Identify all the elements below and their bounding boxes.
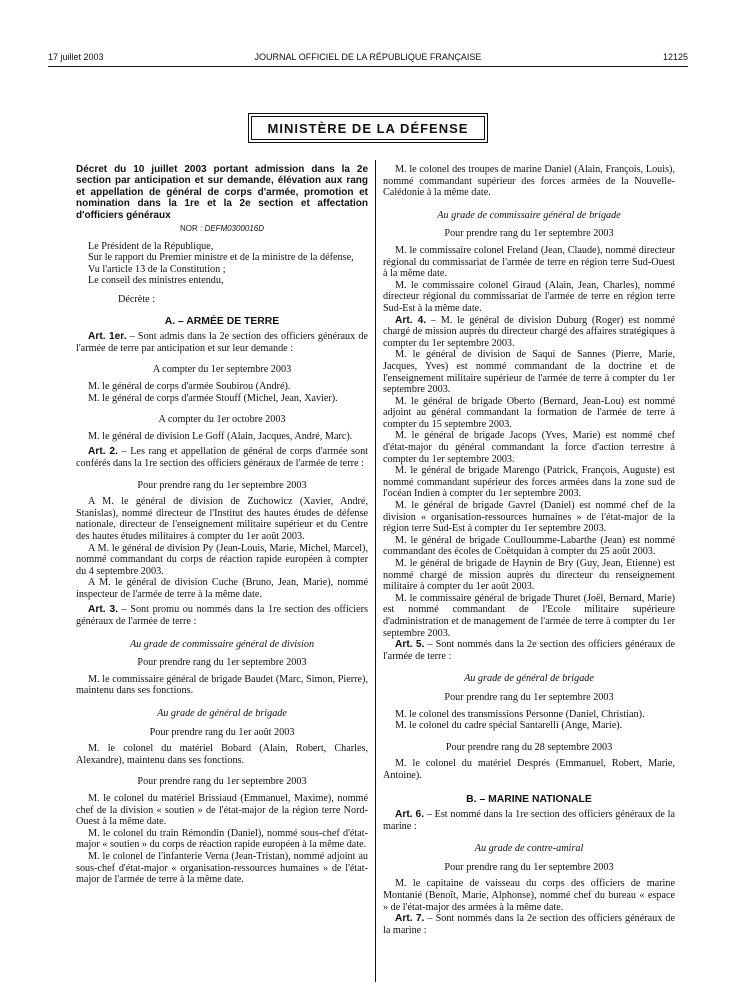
decree-title: Décret du 10 juillet 2003 portant admission dans la 2e section par anticipation et sur demande, élévation aux rang et appellation de général de corps d'armée, promotion et nomination dans la 1re et la 2e section et affectation d'officiers généraux bbox=[76, 164, 368, 221]
grade-heading: Au grade de contre-amiral bbox=[474, 843, 584, 855]
preamble-line: Sur le rapport du Premier ministre et de la ministre de la défense, bbox=[88, 252, 354, 264]
list-item: M. le colonel des troupes de marine Daniel (Alain, François, Louis), nommé commandant supérieur des forces armées de la Nouvelle-Calédonie à la même date. bbox=[383, 164, 675, 199]
article-7 bbox=[383, 913, 675, 936]
list-item: M. le commissaire colonel Giraud (Alain, Jean, Charles), nommé directeur régional du commissariat de l'armée de terre en région terre Sud-Est à la même date. bbox=[383, 279, 675, 314]
article-2 bbox=[76, 446, 368, 469]
article-label: Art. 3. bbox=[88, 604, 118, 616]
list-item: M. le colonel de l'infanterie Verna (Jean-Tristan), nommé adjoint au sous-chef d'état-major « organisation-ressources humaines » de l'état-major de l'armée de terre à la même date. bbox=[76, 850, 368, 886]
nor-label: NOR : bbox=[179, 224, 203, 234]
rank-date-heading: Pour prendre rang du 1er septembre 2003 bbox=[137, 657, 307, 669]
article-text: – Sont admis dans la 2e section des officiers généraux de l'armée de terre par anticipation et sur leur demande : bbox=[76, 331, 368, 354]
rank-date-heading: Pour prendre rang du 1er septembre 2003 bbox=[137, 479, 307, 491]
grade-heading: Au grade de commissaire général de brigade bbox=[437, 209, 621, 221]
article-label: Art. 6. bbox=[395, 809, 425, 821]
decrete-line: Décrète : bbox=[118, 294, 156, 305]
list-item: M. le général de brigade de Haynin de Bry (Guy, Jean, Etienne) est nommé chargé de mission auprès du directeur du renseignement militaire à compter du 1er août 2003. bbox=[383, 558, 675, 593]
list-item: M. le commissaire général de brigade Thuret (Joël, Bernard, Marie) est nommé commandant de l'Ecole militaire supérieure d'administration et de management de l'armée de terre à compter du 1er septembre 2003. bbox=[383, 592, 675, 639]
grade-heading: Au grade de général de brigade bbox=[157, 708, 287, 720]
article-3 bbox=[76, 604, 368, 627]
list-item: M. le général de brigade Jacops (Yves, Marie) est nommé chef d'état-major du général commandant la force d'action terrestre à compter du 1er septembre 2003. bbox=[383, 430, 675, 465]
list-item: M. le commissaire général de brigade Baudet (Marc, Simon, Pierre), maintenu dans ses fonctions. bbox=[76, 673, 368, 697]
list-item: M. le capitaine de vaisseau du corps des officiers de marine Montanié (Benoît, Marie, Alphonse), nommé chef du bureau « espace » de l'état-major des armées à la même date. bbox=[383, 878, 675, 913]
article-5 bbox=[383, 639, 675, 662]
date-heading: A compter du 1er octobre 2003 bbox=[158, 414, 286, 426]
list-item: M. le général de brigade Gavrel (Daniel) est nommé chef de la division « organisation-ressources humaines » de l'état-major de la région terre Sud-Est à compter du 1er septembre 2003. bbox=[383, 500, 675, 535]
ministry-heading bbox=[251, 116, 485, 140]
grade-heading: Au grade de commissaire général de division bbox=[129, 638, 315, 650]
preamble-line: Le Président de la République, bbox=[88, 240, 214, 252]
rank-date-heading: Pour prendre rang du 1er août 2003 bbox=[149, 726, 295, 738]
list-item: M. le général de corps d'armée Stouff (Michel, Jean, Xavier). bbox=[88, 392, 338, 404]
grade-heading: Au grade de général de brigade bbox=[464, 673, 594, 685]
preamble-line: Le conseil des ministres entendu, bbox=[88, 275, 224, 287]
section-title: A. – ARMÉE DE TERRE bbox=[164, 315, 280, 327]
list-item: M. le général de brigade Coulloumme-Labarthe (Jean) est nommé commandant des écoles de Coëtquidan à compter du 25 août 2003. bbox=[383, 534, 675, 558]
section-heading-navy bbox=[383, 794, 675, 806]
rank-date-heading: Pour prendre rang du 1er septembre 2003 bbox=[444, 861, 614, 873]
list-item: M. le colonel du cadre spécial Santarelli (Ange, Marie). bbox=[395, 720, 623, 732]
article-4 bbox=[383, 315, 675, 350]
list-item: M. le commissaire colonel Freland (Jean, Claude), nommé directeur régional du commissariat de l'armée de terre en région terre Sud-Ouest à la même date. bbox=[383, 244, 675, 280]
list-item: M. le général de division de Saqui de Sannes (Pierre, Marie, Jacques, Yves) est nommé commandant de la doctrine et de l'enseignement militaire supérieur de l'armée de terre à compter du 1er septembre 2003. bbox=[383, 349, 675, 396]
list-item: M. le colonel du matériel Després (Emmanuel, Robert, Marie, Antoine). bbox=[383, 758, 675, 781]
header-rule bbox=[48, 66, 688, 67]
section-title: B. – MARINE NATIONALE bbox=[466, 793, 592, 805]
article-text: – Sont nommés dans la 2e section des officiers généraux de la marine : bbox=[383, 913, 675, 936]
page-header bbox=[48, 52, 688, 66]
list-item: M. le général de brigade Oberto (Bernard, Jean-Lou) est nommé adjoint au général commandant la formation de l'armée de terre à compter du 15 septembre 2003. bbox=[383, 395, 675, 430]
list-item: M. le colonel du train Rémondin (Daniel), nommé sous-chef d'état-major « soutien » du corps de réaction rapide européen à la même date. bbox=[76, 827, 368, 851]
article-label: Art. 7. bbox=[395, 913, 425, 925]
list-item: M. le général de division Le Goff (Alain, Jacques, André, Marc). bbox=[88, 430, 353, 442]
article-label: Art. 4. bbox=[395, 314, 427, 326]
article-label: Art. 2. bbox=[88, 446, 118, 458]
list-item: A M. le général de division Py (Jean-Louis, Marie, Michel, Marcel), nommé commandant du corps de réaction rapide européen à compter du 4 septembre 2003. bbox=[76, 542, 368, 577]
list-item: M. le colonel des transmissions Personne (Daniel, Christian). bbox=[395, 708, 645, 720]
header-date: 17 juillet 2003 bbox=[48, 52, 104, 62]
section-heading-army bbox=[76, 316, 368, 328]
article-text: – M. le général de division Duburg (Roger) est nommé chargé de mission auprès du directeur chargé des affaires stratégiques à compter du 1er septembre 2003. bbox=[383, 314, 675, 349]
article-label: Art. 1er. bbox=[88, 331, 127, 343]
list-item: M. le colonel du matériel Brissiaud (Emmanuel, Maxime), nommé chef de la division « soutien » de l'état-major de la région terre Nord-Ouest à la même date. bbox=[76, 793, 368, 828]
list-item: A M. le général de division Cuche (Bruno, Jean, Marie), nommé inspecteur de l'armée de terre à la même date. bbox=[76, 577, 368, 600]
preamble-line: Vu l'article 13 de la Constitution ; bbox=[88, 263, 226, 275]
ministry-title: MINISTÈRE DE LA DÉFENSE bbox=[267, 120, 469, 136]
date-heading: A compter du 1er septembre 2003 bbox=[152, 364, 292, 376]
right-column bbox=[383, 164, 675, 936]
article-1 bbox=[76, 331, 368, 354]
article-text: – Sont nommés dans la 2e section des officiers généraux de l'armée de terre : bbox=[383, 639, 675, 662]
article-text: – Est nommé dans la 1re section des officiers généraux de la marine : bbox=[383, 809, 675, 832]
list-item: M. le général de corps d'armée Soubirou (André). bbox=[88, 380, 291, 392]
rank-date-heading: Pour prendre rang du 1er septembre 2003 bbox=[444, 691, 614, 703]
column-divider bbox=[375, 160, 376, 982]
nor-code: DEFM0300016D bbox=[204, 224, 265, 234]
list-item: A M. le général de division de Zuchowicz (Xavier, André, Stanislas), nommé directeur de l'Institut des hautes études de défense nationale, directeur de l'enseignement militaire supérieur et du Centre des hautes études militaires à compter du 1er août 2003. bbox=[76, 496, 368, 542]
left-column bbox=[76, 164, 368, 886]
list-item: M. le colonel du matériel Bobard (Alain, Robert, Charles, Alexandre), maintenu dans ses fonctions. bbox=[76, 743, 368, 766]
article-6 bbox=[383, 809, 675, 832]
article-text: – Les rang et appellation de général de corps d'armée sont conférés dans la 1re section des officiers généraux de l'armée de terre : bbox=[76, 446, 368, 469]
nor-reference bbox=[76, 223, 368, 235]
rank-date-heading: Pour prendre rang du 1er septembre 2003 bbox=[137, 776, 307, 788]
article-label: Art. 5. bbox=[395, 639, 425, 651]
header-page-number: 12125 bbox=[662, 52, 688, 62]
header-journal-title: JOURNAL OFFICIEL DE LA RÉPUBLIQUE FRANÇAISE bbox=[254, 52, 482, 62]
rank-date-heading: Pour prendre rang du 1er septembre 2003 bbox=[444, 228, 614, 240]
list-item: M. le général de brigade Marengo (Patrick, François, Auguste) est nommé commandant supérieur des forces armées dans la zone sud de l'océan Indien à compter du 1er septembre 2003. bbox=[383, 465, 675, 500]
article-text: – Sont promu ou nommés dans la 1re section des officiers généraux de l'armée de terre : bbox=[76, 604, 369, 628]
rank-date-heading: Pour prendre rang du 28 septembre 2003 bbox=[445, 741, 613, 753]
